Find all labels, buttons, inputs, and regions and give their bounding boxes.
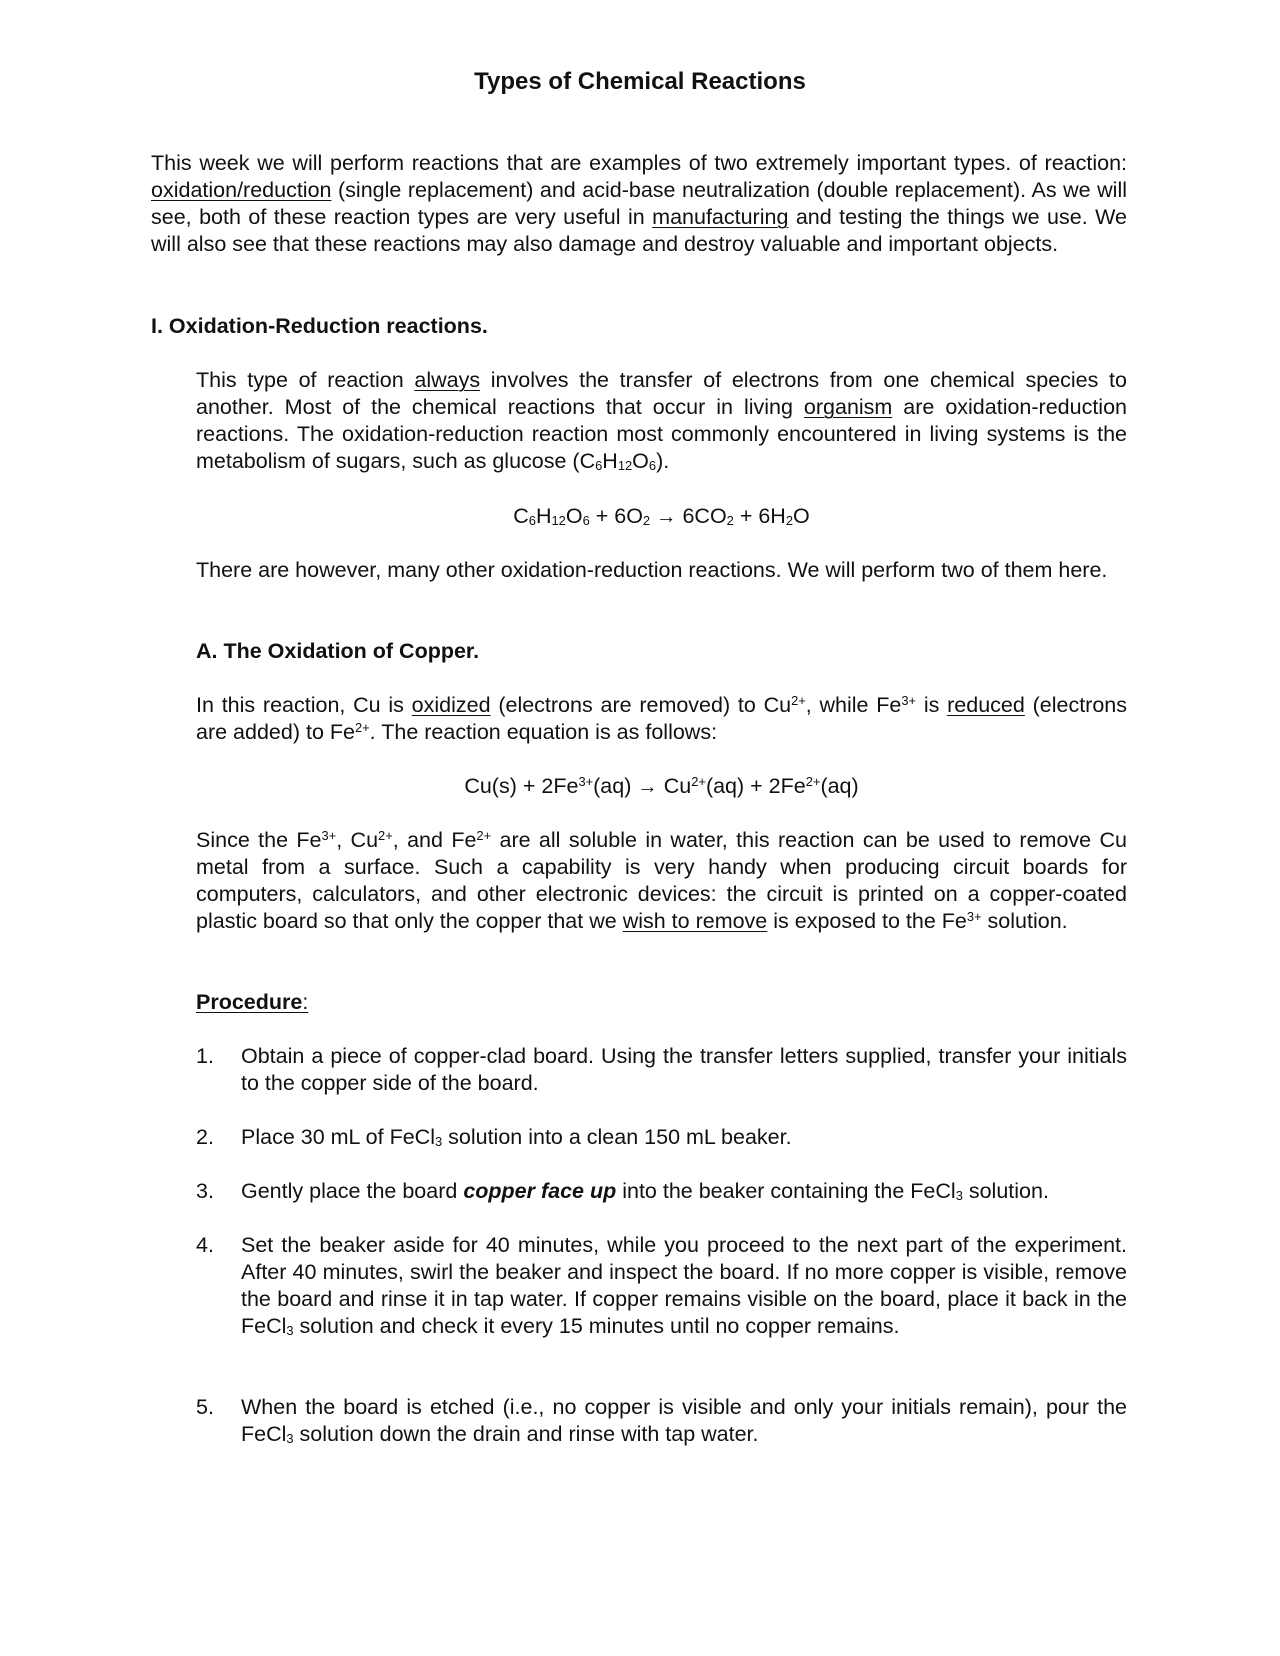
step-text: When the board is etched (i.e., no copper is visible and only your initials remain), pour the FeCl$_3$ solution down the drain and rinse with tap water. xyxy=(241,1395,1127,1446)
underlined-term: organism xyxy=(803,395,893,419)
copper-reaction-paragraph: In this reaction, Cu is oxidized (electrons are removed) to $Cu^{2+}$, while $Fe^{3+}$ is reduced (electrons are added) to $Fe^{2+}$. The reaction equation is as follows: xyxy=(196,692,1128,744)
page-title: Types of Chemical Reactions xyxy=(474,68,806,95)
step-number: 1. xyxy=(196,1044,214,1068)
reaction-arrow-icon: → xyxy=(637,776,658,798)
reaction-arrow-icon: → xyxy=(656,506,677,528)
copper-iron-equation: $Cu(s) + 2Fe^{3+}(aq) \to Cu^{2+}(aq) + 2Fe^{2+}(aq)$ xyxy=(464,773,859,798)
procedure-heading: Procedure: xyxy=(196,990,309,1014)
redox-intro-paragraph: This type of reaction always involves the transfer of electrons from one chemical species to another. Most of the chemical reactions that occur in living organism are oxidation-reduction reactions. The oxidation-reduction reaction most commonly encountered in living systems is the metabolism of sugars, such as glucose $(C_6H_{12}O_6)$. xyxy=(196,368,1127,473)
step-number: 4. xyxy=(196,1233,214,1257)
circuit-board-paragraph: Since the $Fe^{3+}$, $Cu^{2+}$, and $Fe^{2+}$ are all soluble in water, this reaction can be used to remove Cu metal from a surface. Such a capability is very handy when producing circuit boards for computers, calculators, and other electronic devices: the circuit is printed on a copper-coated plastic board so that only the copper that we wish to remove is exposed to the $Fe^{3+}$ solution. xyxy=(196,827,1127,933)
emphasis-text: copper face up xyxy=(463,1179,617,1203)
step-number: 5. xyxy=(196,1395,214,1419)
underlined-term: reduced xyxy=(947,693,1025,717)
underlined-term: wish to remove xyxy=(622,909,768,933)
underlined-term: oxidized xyxy=(411,693,491,717)
step-text: Gently place the board copper face up into the beaker containing the FeCl$_3$ solution. xyxy=(241,1179,1049,1203)
step-text: Set the beaker aside for 40 minutes, while you proceed to the next part of the experiment. After 40 minutes, swirl the beaker and inspect the board. If no more copper is visible, remove the board and rinse it in tap water. If copper remains visible on the board, place it back in the FeCl$_3$ solution and check it every 15 minutes until no copper remains. xyxy=(241,1233,1127,1338)
step-text: Place 30 mL of FeCl$_3$ solution into a clean 150 mL beaker. xyxy=(241,1125,792,1149)
subsection-heading-copper: A. The Oxidation of Copper. xyxy=(196,639,480,663)
step-text: Obtain a piece of copper-clad board. Using the transfer letters supplied, transfer your initials to the copper side of the board. xyxy=(241,1044,1127,1095)
intro-paragraph: This week we will perform reactions that are examples of two extremely important types. of reaction: oxidation/reduction (single replacement) and acid-base neutralization (double replacement). As we will see, both of these reaction types are very useful in manufacturing and testing the things we use. We will also see that these reactions may also damage and destroy valuable and important objects. xyxy=(151,151,1127,256)
underlined-term: oxidation/reduction xyxy=(151,178,332,202)
step-number: 2. xyxy=(196,1125,214,1149)
underlined-term: always xyxy=(414,368,481,392)
section-heading-redox: I. Oxidation-Reduction reactions. xyxy=(151,314,488,338)
glucose-equation: $C_6H_{12}O_6 + 6O_2 \to 6CO_2 + 6H_2O$ xyxy=(513,504,810,528)
step-number: 3. xyxy=(196,1179,214,1203)
redox-other-paragraph: There are however, many other oxidation-reduction reactions. We will perform two of them here. xyxy=(196,558,1108,582)
underlined-term: manufacturing xyxy=(652,205,789,229)
